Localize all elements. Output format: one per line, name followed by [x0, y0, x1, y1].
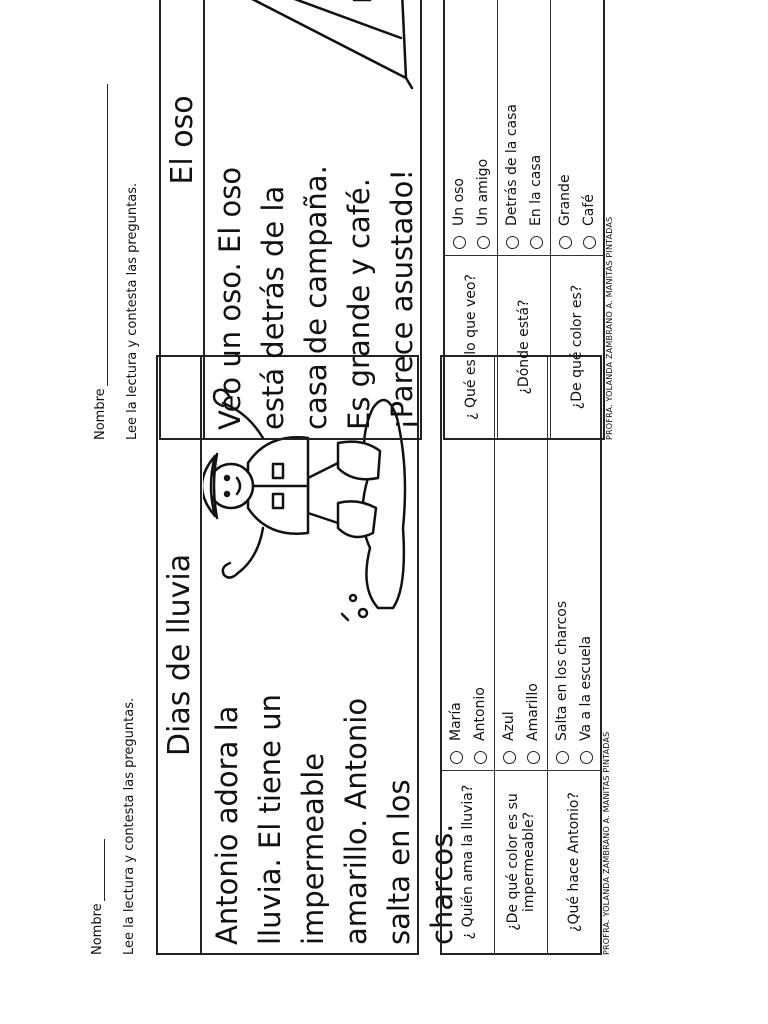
story-line: impermeable — [296, 752, 330, 945]
story-title: El oso — [161, 0, 205, 438]
answer-option[interactable] — [500, 0, 524, 249]
radio-circle-icon[interactable] — [556, 751, 569, 764]
option-label: Salta en los charcos — [554, 600, 570, 741]
footer-credit: PROFRA. YOLANDA ZAMBRANO A. MANITAS PINTADAS — [602, 731, 611, 955]
story-text — [209, 165, 424, 430]
option-label: Azul — [501, 711, 517, 741]
radio-circle-icon[interactable] — [583, 236, 596, 249]
radio-circle-icon[interactable] — [503, 751, 516, 764]
question-text: ¿De qué color es? — [551, 256, 605, 440]
option-label: Un amigo — [475, 158, 491, 226]
answer-options — [498, 0, 551, 256]
question-text: ¿Qué hace Antonio? — [548, 771, 602, 955]
option-label: María — [448, 702, 464, 741]
instructions: Lee la lectura y contesta las preguntas. — [125, 182, 140, 440]
radio-circle-icon[interactable] — [530, 236, 543, 249]
option-label: Un oso — [451, 178, 467, 226]
story-line: está detrás de la — [256, 185, 290, 430]
radio-circle-icon[interactable] — [453, 236, 466, 249]
story-line: salta en los — [382, 779, 416, 945]
name-blank — [95, 84, 108, 386]
story-line: lluvia. El tiene un — [253, 694, 287, 945]
radio-circle-icon[interactable] — [527, 751, 540, 764]
radio-circle-icon[interactable] — [477, 236, 490, 249]
name-label: Nombre — [90, 903, 105, 955]
question-row — [551, 0, 605, 439]
option-label: Va a la escuela — [578, 635, 594, 741]
answer-options — [551, 0, 605, 256]
question-row — [495, 356, 548, 954]
questions-table — [443, 0, 605, 440]
story-line: charcos. — [425, 823, 459, 945]
story-line: Antonio adora la — [210, 705, 244, 945]
option-label: Café — [581, 194, 597, 226]
question-row — [441, 356, 495, 954]
option-label: Amarillo — [525, 683, 541, 741]
question-text: ¿De qué color es su impermeable? — [495, 771, 548, 955]
questions-table — [440, 355, 602, 955]
name-label: Nombre — [93, 388, 108, 440]
bear-behind-tent-icon — [206, 0, 421, 98]
answer-options — [444, 0, 498, 256]
story-line: Veo un oso. El oso — [213, 166, 247, 430]
story-text — [206, 694, 464, 945]
question-text: ¿ Quién ama la lluvia? — [441, 771, 495, 955]
option-label: Detrás de la casa — [504, 104, 520, 226]
question-text: ¿ Qué es lo que veo? — [444, 256, 498, 440]
question-row — [498, 0, 551, 439]
answer-option[interactable] — [524, 0, 548, 249]
radio-circle-icon[interactable] — [580, 751, 593, 764]
answer-option[interactable] — [553, 0, 577, 249]
story-line: Es grande y café. — [342, 178, 376, 430]
instructions: Lee la lectura y contesta las preguntas. — [122, 697, 137, 955]
story-line: ¡Parece asustado! — [385, 169, 419, 430]
option-label: Grande — [557, 174, 573, 226]
question-text: ¿Dónde está? — [498, 256, 551, 440]
footer-credit: PROFRA. YOLANDA ZAMBRANO A. MANITAS PINTADAS — [605, 216, 614, 440]
radio-circle-icon[interactable] — [506, 236, 519, 249]
story-box — [159, 0, 422, 440]
answer-option[interactable] — [577, 0, 601, 249]
radio-circle-icon[interactable] — [474, 751, 487, 764]
name-line — [93, 0, 108, 440]
question-row — [548, 356, 602, 954]
radio-circle-icon[interactable] — [559, 236, 572, 249]
answer-option[interactable] — [471, 0, 495, 249]
question-row — [444, 0, 498, 439]
option-label: Antonio — [472, 687, 488, 741]
answer-option[interactable] — [447, 0, 471, 249]
option-label: En la casa — [528, 154, 544, 226]
story-line: casa de campaña. — [299, 165, 333, 430]
story-title: Dias de lluvia — [158, 357, 202, 953]
worksheet-el-oso — [93, 0, 614, 440]
name-blank — [92, 839, 105, 901]
story-line: amarillo. Antonio — [339, 697, 373, 945]
radio-circle-icon[interactable] — [450, 751, 463, 764]
